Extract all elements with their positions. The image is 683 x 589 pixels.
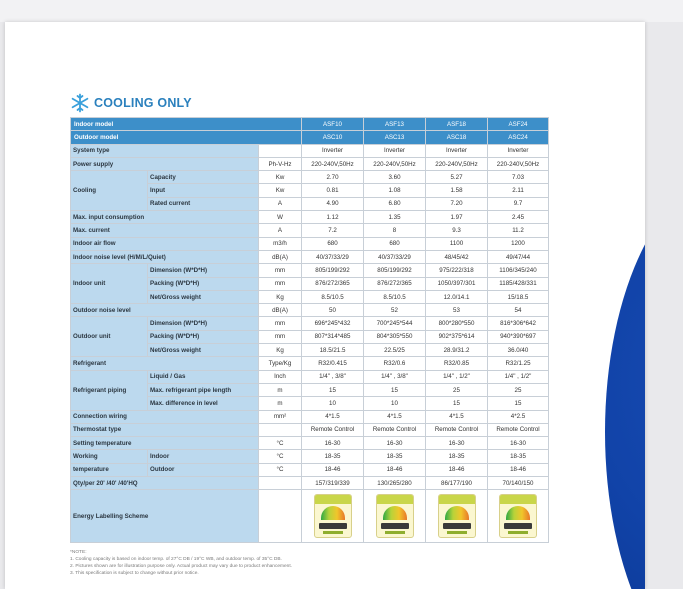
value-cell: 1/4" , 1/2" [426, 370, 488, 383]
table-row [71, 250, 549, 263]
value-cell: 15/18.5 [488, 290, 549, 303]
value-cell: 18-35 [426, 450, 488, 463]
table-row [71, 410, 549, 423]
model-cell: ASF18 [426, 118, 488, 131]
value-cell: 805/199/292 [302, 264, 364, 277]
value-cell: 10 [302, 397, 364, 410]
value-cell: 18-46 [302, 463, 364, 476]
value-cell: 3.60 [364, 171, 426, 184]
unit-cell [259, 477, 302, 490]
value-cell: 807*314*485 [302, 330, 364, 343]
unit-cell: mm² [259, 410, 302, 423]
value-cell: 805/199/292 [364, 264, 426, 277]
value-cell: 16-30 [364, 437, 426, 450]
energy-label-cell [488, 490, 549, 543]
note-heading: *NOTE: [70, 550, 87, 555]
value-cell: 1.35 [364, 211, 426, 224]
viewer-top-band [0, 0, 683, 22]
value-cell: 220-240V,50Hz [426, 157, 488, 170]
value-cell: 0.81 [302, 184, 364, 197]
sub-label: Max. refrigerant pipe length [148, 383, 259, 396]
value-cell: 48/45/42 [426, 250, 488, 263]
value-cell: 4*1.5 [426, 410, 488, 423]
group-label: Outdoor unit [71, 317, 148, 357]
row-label: Refrigerant [71, 357, 259, 370]
sub-label: Dimension (W*D*H) [148, 317, 259, 330]
value-cell: 16-30 [426, 437, 488, 450]
table-row [71, 463, 549, 476]
value-cell: 8 [364, 224, 426, 237]
table-row [71, 237, 549, 250]
row-label: Outdoor model [71, 131, 302, 144]
value-cell: 18-35 [364, 450, 426, 463]
value-cell: Inverter [488, 144, 549, 157]
snowflake-icon [70, 93, 90, 113]
group-label: Working [71, 450, 148, 463]
value-cell: Remote Control [364, 423, 426, 436]
sub-label: Packing (W*D*H) [148, 277, 259, 290]
value-cell: 8.5/10.5 [364, 290, 426, 303]
value-cell: 18-35 [302, 450, 364, 463]
model-cell: ASC13 [364, 131, 426, 144]
energy-label-image [314, 494, 352, 538]
unit-cell: °C [259, 437, 302, 450]
unit-cell: Ph-V-Hz [259, 157, 302, 170]
value-cell: 800*280*550 [426, 317, 488, 330]
row-label: Qty/per 20' /40' /40'HQ [71, 477, 259, 490]
unit-cell: A [259, 224, 302, 237]
sub-label: Rated current [148, 197, 259, 210]
value-cell: 28.9/31.2 [426, 344, 488, 357]
value-cell: 4*1.5 [302, 410, 364, 423]
value-cell: 18-35 [488, 450, 549, 463]
specification-table [70, 117, 549, 543]
value-cell: 1/4" , 1/2" [488, 370, 549, 383]
row-label: Thermostat type [71, 423, 259, 436]
value-cell: 15 [302, 383, 364, 396]
value-cell: 876/272/365 [364, 277, 426, 290]
table-row-outdoor-model [71, 131, 549, 144]
title-text: COOLING ONLY [94, 96, 192, 110]
energy-label-cell [302, 490, 364, 543]
value-cell: 1.08 [364, 184, 426, 197]
row-label: System type [71, 144, 259, 157]
unit-cell: Kg [259, 344, 302, 357]
table-row [71, 144, 549, 157]
unit-cell: W [259, 211, 302, 224]
energy-label-image [438, 494, 476, 538]
group-label: Refrigerant piping [71, 370, 148, 410]
table-row-indoor-model [71, 118, 549, 131]
sub-label: Net/Gross weight [148, 290, 259, 303]
note-line: 3. This specification is subject to change without prior notice. [70, 571, 199, 576]
table-row [71, 171, 549, 184]
value-cell: 1185/428/331 [488, 277, 549, 290]
table-row [71, 423, 549, 436]
value-cell: 220-240V,50Hz [364, 157, 426, 170]
row-label: Max. input consumption [71, 211, 259, 224]
value-cell: 25 [488, 383, 549, 396]
value-cell: 16-30 [488, 437, 549, 450]
section-title [70, 93, 192, 113]
unit-cell: Kw [259, 184, 302, 197]
row-label: Indoor model [71, 118, 302, 131]
sub-label: Dimension (W*D*H) [148, 264, 259, 277]
table-row [71, 437, 549, 450]
value-cell: 25 [426, 383, 488, 396]
row-label: Connection wiring [71, 410, 259, 423]
value-cell: 4.90 [302, 197, 364, 210]
table-row [71, 370, 549, 383]
table-row [71, 224, 549, 237]
model-cell: ASC24 [488, 131, 549, 144]
value-cell: 40/37/33/29 [364, 250, 426, 263]
table-row-energy-label [71, 490, 549, 543]
value-cell: 696*245*432 [302, 317, 364, 330]
value-cell: 5.27 [426, 171, 488, 184]
value-cell: 12.0/14.1 [426, 290, 488, 303]
value-cell: 36.0/40 [488, 344, 549, 357]
unit-cell: Inch [259, 370, 302, 383]
value-cell: 804*305*550 [364, 330, 426, 343]
value-cell: R32/1.25 [488, 357, 549, 370]
row-label: Power supply [71, 157, 259, 170]
sub-label: Indoor [148, 450, 259, 463]
value-cell: 2.70 [302, 171, 364, 184]
value-cell: 18-46 [364, 463, 426, 476]
unit-cell: m3/h [259, 237, 302, 250]
model-cell: ASC10 [302, 131, 364, 144]
value-cell: 1200 [488, 237, 549, 250]
blue-swoosh-decoration [605, 172, 645, 589]
row-label: Setting temperature [71, 437, 259, 450]
energy-label-cell [426, 490, 488, 543]
sub-label: Liquid / Gas [148, 370, 259, 383]
value-cell: 1/4" , 3/8" [302, 370, 364, 383]
value-cell: 1.97 [426, 211, 488, 224]
value-cell: 6.80 [364, 197, 426, 210]
value-cell: 902*375*614 [426, 330, 488, 343]
note-line: 2. Pictures shown are for illustration purpose only. Actual product may vary due to product enhancement. [70, 564, 293, 569]
unit-cell: dB(A) [259, 250, 302, 263]
row-label: Indoor air flow [71, 237, 259, 250]
value-cell: 1.58 [426, 184, 488, 197]
value-cell: 1106/345/240 [488, 264, 549, 277]
unit-cell: mm [259, 330, 302, 343]
model-cell: ASF13 [364, 118, 426, 131]
table-row [71, 157, 549, 170]
value-cell: 9.3 [426, 224, 488, 237]
value-cell: 975/222/318 [426, 264, 488, 277]
value-cell: 52 [364, 304, 426, 317]
value-cell: 22.5/25 [364, 344, 426, 357]
table-row [71, 450, 549, 463]
value-cell: 53 [426, 304, 488, 317]
value-cell: 40/37/33/29 [302, 250, 364, 263]
value-cell: 4*2.5 [488, 410, 549, 423]
energy-label-image [376, 494, 414, 538]
model-cell: ASF10 [302, 118, 364, 131]
value-cell: 7.03 [488, 171, 549, 184]
value-cell: 1.12 [302, 211, 364, 224]
group-label: Cooling [71, 171, 148, 211]
energy-label-image [499, 494, 537, 538]
value-cell: 15 [364, 383, 426, 396]
value-cell: 1100 [426, 237, 488, 250]
value-cell: 1/4" , 3/8" [364, 370, 426, 383]
unit-cell: Kg [259, 290, 302, 303]
value-cell: 157/319/339 [302, 477, 364, 490]
unit-cell: Type/Kg [259, 357, 302, 370]
value-cell: 54 [488, 304, 549, 317]
sub-label: Input [148, 184, 259, 197]
sub-label: Capacity [148, 171, 259, 184]
note-line: 1. Cooling capacity is based on indoor temp. of 27°C DB / 19°C WB, and outdoor temp. of 35°C DB. [70, 557, 282, 562]
value-cell: 86/177/190 [426, 477, 488, 490]
table-row [71, 317, 549, 330]
value-cell: 7.2 [302, 224, 364, 237]
value-cell: 18-46 [426, 463, 488, 476]
row-label: Energy Labelling Scheme [71, 490, 259, 543]
model-cell: ASF24 [488, 118, 549, 131]
value-cell: 18-46 [488, 463, 549, 476]
table-row [71, 477, 549, 490]
unit-cell: °C [259, 463, 302, 476]
table-row [71, 304, 549, 317]
unit-cell: m [259, 383, 302, 396]
value-cell: Remote Control [302, 423, 364, 436]
unit-cell: Kw [259, 171, 302, 184]
value-cell: 2.11 [488, 184, 549, 197]
table-row [71, 264, 549, 277]
unit-cell [259, 144, 302, 157]
value-cell: R32/0.6 [364, 357, 426, 370]
value-cell: 220-240V,50Hz [302, 157, 364, 170]
value-cell: Inverter [302, 144, 364, 157]
unit-cell: mm [259, 317, 302, 330]
unit-cell: mm [259, 277, 302, 290]
value-cell: 680 [364, 237, 426, 250]
group-label: Indoor unit [71, 264, 148, 304]
value-cell: 9.7 [488, 197, 549, 210]
sub-label: Packing (W*D*H) [148, 330, 259, 343]
value-cell: R32/0.85 [426, 357, 488, 370]
sub-label: Net/Gross weight [148, 344, 259, 357]
value-cell: 10 [364, 397, 426, 410]
unit-cell: °C [259, 450, 302, 463]
value-cell: 8.5/10.5 [302, 290, 364, 303]
energy-label-cell [364, 490, 426, 543]
value-cell: Remote Control [426, 423, 488, 436]
value-cell: 15 [426, 397, 488, 410]
table-row [71, 357, 549, 370]
value-cell: 4*1.5 [364, 410, 426, 423]
row-label: Max. current [71, 224, 259, 237]
value-cell: 816*306*642 [488, 317, 549, 330]
value-cell: R32/0.415 [302, 357, 364, 370]
unit-cell: dB(A) [259, 304, 302, 317]
group-label: temperature [71, 463, 148, 476]
value-cell: 7.20 [426, 197, 488, 210]
value-cell: 130/265/280 [364, 477, 426, 490]
value-cell: 16-30 [302, 437, 364, 450]
value-cell: 18.5/21.5 [302, 344, 364, 357]
unit-cell: m [259, 397, 302, 410]
model-cell: ASC18 [426, 131, 488, 144]
unit-cell: mm [259, 264, 302, 277]
table-row [71, 211, 549, 224]
value-cell: Inverter [364, 144, 426, 157]
unit-cell: A [259, 197, 302, 210]
value-cell: Inverter [426, 144, 488, 157]
unit-cell [259, 490, 302, 543]
value-cell: Remote Control [488, 423, 549, 436]
sub-label: Outdoor [148, 463, 259, 476]
value-cell: 11.2 [488, 224, 549, 237]
row-label: Outdoor noise level [71, 304, 259, 317]
value-cell: 15 [488, 397, 549, 410]
value-cell: 876/272/365 [302, 277, 364, 290]
value-cell: 2.45 [488, 211, 549, 224]
unit-cell [259, 423, 302, 436]
value-cell: 49/47/44 [488, 250, 549, 263]
value-cell: 700*245*544 [364, 317, 426, 330]
value-cell: 680 [302, 237, 364, 250]
sub-label: Max. difference in level [148, 397, 259, 410]
value-cell: 220-240V,50Hz [488, 157, 549, 170]
value-cell: 940*390*697 [488, 330, 549, 343]
row-label: Indoor noise level (H/M/L/Quiet) [71, 250, 259, 263]
value-cell: 70/140/150 [488, 477, 549, 490]
value-cell: 50 [302, 304, 364, 317]
value-cell: 1050/397/301 [426, 277, 488, 290]
